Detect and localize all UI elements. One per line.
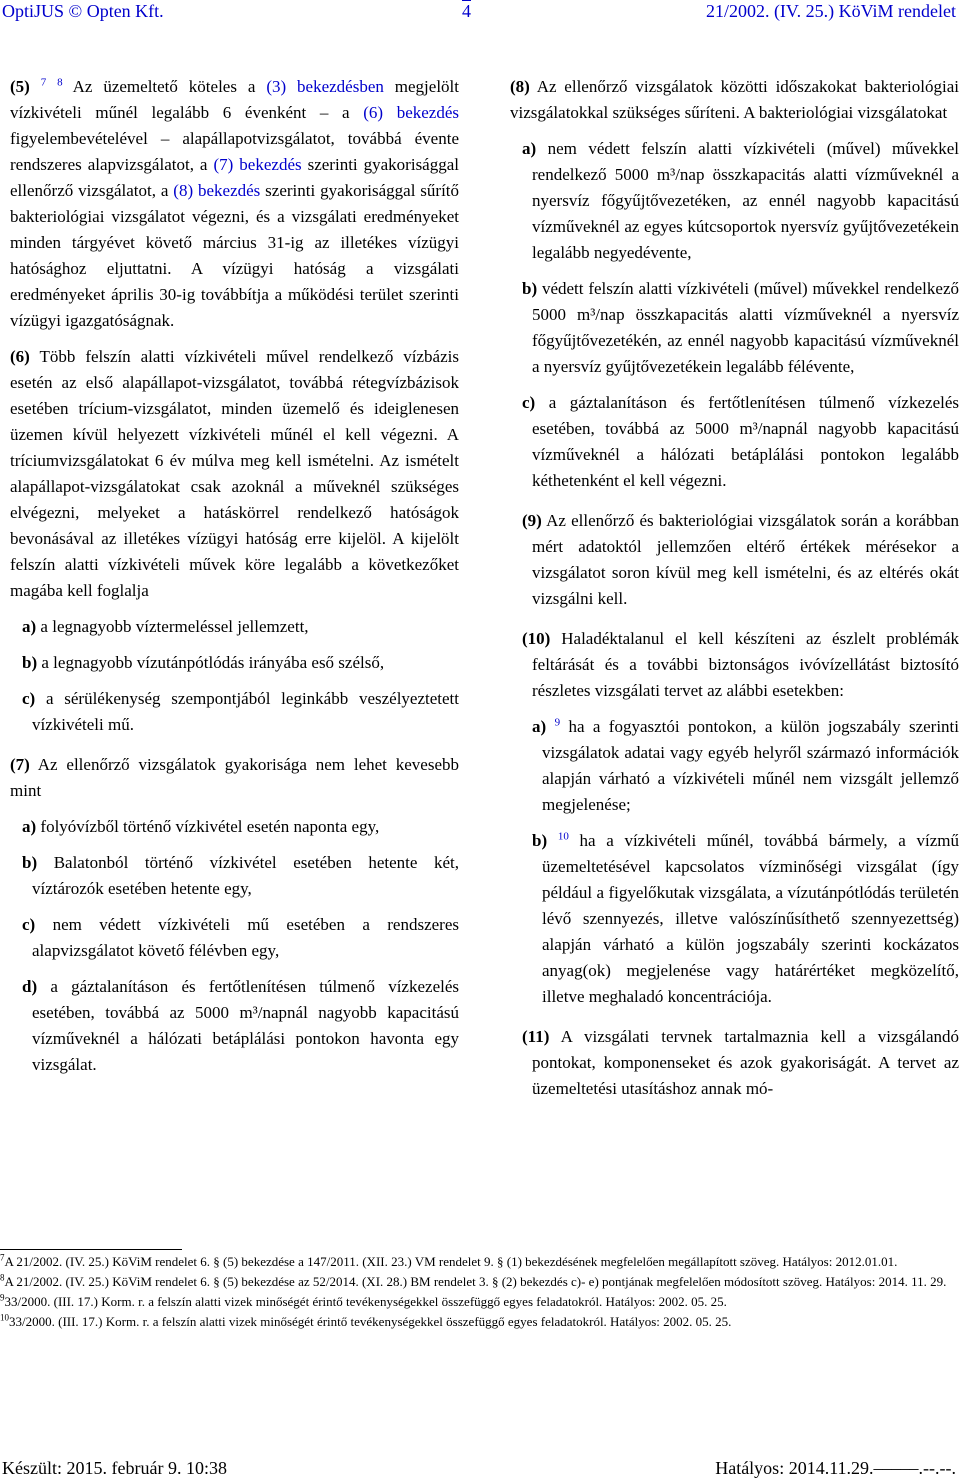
item-label: b) [522,279,538,298]
item-text: védett felszín alatti vízkivételi (művel) művekkel rendelkező 5000 m³/nap összkapacitás alatti vízműveknél a nyersvíz főgyűjtővezetékén, az ennél nagyobb kapacitású vízműveknél a nyersvíz gyűjtővezetékein legalább félévente, [532,279,959,376]
paragraph-text: megjelölt vízkivételi műnél legalább 6 évenként – a [10,77,459,122]
paragraph-text: Haladéktalanul el kell készíteni az észlelt problémák feltárását és a további biztonságos ivóvízellátást biztosító részletes vizsgálati tervet az alábbi esetekben: [532,629,960,700]
paragraph-5 [10,74,459,334]
paragraph-text: szerinti gyakorisággal ellenőrző vizsgálatot, a [10,155,459,200]
item-label: c) [22,915,36,934]
paragraph-text: Az ellenőrző és bakteriológiai vizsgálatok során a korábban mért adatoktól jellemzően eltérő értékek mérésekor a vizsgálatot soron kívül meg kell ismételni, és az eltérés okát vizsgálni kell. [532,511,960,608]
item-text: a sérülékenység szempontjából leginkább veszélyeztetett vízkivételi mű. [32,689,460,734]
crossref-link[interactable]: (8) bekezdés [173,181,261,200]
item-label: d) [22,977,38,996]
footnote-divider [0,1249,182,1250]
footnote-ref[interactable]: 7 [40,76,47,89]
paragraph-number: (7) [10,755,30,774]
item-text: a gáztalanításon és fertőtlenítésen túlmenő vízkezelés esetében, továbbá az 5000 m³/napnál nagyobb kapacitású vízműveknél a hálózati betáplálási pontokon havonta egy vizsgálat. [32,977,459,1074]
paragraph-text: Az üzemeltető köteles a [72,77,267,96]
footnote-number: 9 [0,1292,5,1303]
list-item [22,814,459,840]
item-label: b) [532,831,548,850]
footnote-ref[interactable]: 9 [554,716,561,729]
item-label: a) [22,617,37,636]
paragraph-number: (10) [522,629,551,648]
footnote [0,1272,958,1292]
page-footer [0,1458,960,1484]
footnote-text: 33/2000. (III. 17.) Korm. r. a felszín alatti vizek minőségét érintő tevékenységekkel összefüggő egyes feladatokról. Hatályos: 2002. 05. 25. [9,1314,732,1329]
list-item [22,614,459,640]
list-item [522,390,959,494]
left-column [10,74,459,1088]
footnote [0,1312,958,1332]
paragraph-9 [522,508,959,612]
footnote-text: 33/2000. (III. 17.) Korm. r. a felszín alatti vizek minőségét érintő tevékenységekkel összefüggő egyes feladatokról. Hatályos: 2002. 05. 25. [4,1294,727,1309]
item-text: Balatonból történő vízkivétel esetében hetente két, víztározók esetében hetente egy, [32,853,459,898]
list-item [532,828,959,1010]
paragraph-text: figyelembevételével – alapállapotvizsgálatot, továbbá évente rendszeres alapvizsgálatot, a [10,129,459,174]
paragraph-number: (8) [510,77,530,96]
item-text: ha a vízkivételi műnél, továbbá bármely, a vízmű üzemeltetésével kapcsolatos vízminőségi vizsgálat (így például a figyelőkutak vizsgálata, a vízutánpótlódás területén lévő szennyezés, illetve valószínűsíthető szennyezettség) alapján várható a külön jogszabály szerinti kockázatos anyag(ok) megjelenése vagy határértéket megközelítő, illetve meghaladó koncentrációja. [542,831,960,1006]
list-item [22,974,459,1078]
header-page-number[interactable]: 4 [462,1,471,21]
paragraph-number: (5) [10,77,30,96]
paragraph-10 [522,626,959,704]
paragraph-number: (11) [522,1027,550,1046]
item-text: nem védett vízkivételi mű esetében a rendszeres alapvizsgálatot követő félévben egy, [32,915,459,960]
item-text: a legnagyobb vízutánpótlódás irányába eső szélső, [41,653,385,672]
footnote-text: A 21/2002. (IV. 25.) KöViM rendelet 6. § (5) bekezdése a 147/2011. (XII. 23.) VM rendelet 9. § (1) bekezdésének megfelelően megállapított szöveg. Hatályos: 2012.01.01. [4,1254,898,1269]
paragraph-8 [510,74,959,126]
list-item [22,912,459,964]
footnote [0,1252,958,1272]
item-text: a gáztalanításon és fertőtlenítésen túlmenő vízkezelés esetében, továbbá az 5000 m³/napnál nagyobb kapacitású vízműveknél a hálózati betáplálási pontokon legalább kéthetenként el kell végezni. [532,393,959,490]
footnotes [0,1252,958,1332]
footnote [0,1292,958,1312]
footnote-ref[interactable]: 8 [57,76,63,89]
footer-effective-date: Hatályos: 2014.11.29.–––––.--.--. [715,1458,956,1478]
page-header [0,0,960,28]
item-text: a legnagyobb víztermeléssel jellemzett, [40,617,309,636]
paragraph-11 [522,1024,959,1102]
item-text: nem védett felszín alatti vízkivételi (művel) művekkel rendelkező 5000 m³/nap összkapacitás alatti vízműveknél a nyersvíz főgyűjtővezetéken, az ennél nagyobb kapacitású vízműveknél az egyes kútcsoportok nyersvíz gyűjtővezetékein legalább negyedévente, [532,139,959,262]
item-label: a) [532,717,547,736]
paragraph-text: Több felszín alatti vízkivételi művel rendelkező vízbázis esetén az első alapállapot-vizsgálatot, továbbá rétegvízbázisok esetében trícium-vizsgálatot, minden üzemelő és ideiglenesen üzemen kívül helyezett vízkivételi műnél el kell végezni. A tríciumvizsgálatokat 6 év múlva meg kell ismételni. Az ismételt alapállapot-vizsgálatokat csak azoknál a műveknél szükséges elvégezni, melyeket a hatáskörrel rendelkező hatóságok bevonásával az illetékes vízügyi hatóság erre kijelöl. A kijelölt felszín alatti vízkivételi művek köre legalább a következőket magába kell foglalja [10,347,459,600]
item-label: c) [522,393,536,412]
paragraph-text: A vizsgálati tervnek tartalmaznia kell a vizsgálandó pontokat, komponenseket és azok gyakoriságát. A tervet az üzemeltetési utasításhoz annak mó- [532,1027,959,1098]
list-item [532,714,959,818]
paragraph-number: (9) [522,511,542,530]
footnote-number: 7 [0,1252,5,1263]
footnote-number: 10 [0,1312,9,1323]
list-item [22,686,459,738]
header-document-title[interactable]: 21/2002. (IV. 25.) KöViM rendelet [705,1,956,21]
paragraph-text: Az ellenőrző vizsgálatok gyakorisága nem lehet kevesebb mint [10,755,460,800]
right-column [510,74,959,1112]
footnote-number: 8 [0,1272,5,1283]
footnote-ref[interactable]: 10 [557,830,569,843]
item-label: c) [22,689,36,708]
item-text: ha a fogyasztói pontokon, a külön jogszabály szerinti vizsgálatok adatai vagy egyéb helyről származó információk alapján várható a vízkivételi műnél nem vizsgált jellemző megjelenése; [542,717,960,814]
item-label: b) [22,653,38,672]
list-item [522,276,959,380]
crossref-link[interactable]: (3) bekezdésben [266,77,384,96]
footnote-text: A 21/2002. (IV. 25.) KöViM rendelet 6. § (5) bekezdése az 52/2014. (XI. 28.) BM rendelet 3. § (2) bekezdés c)- e) pontjának megfelelően módosított szöveg. Hatályos: 2014. 11. 29. [4,1274,947,1289]
list-item [522,136,959,266]
item-text: folyóvízből történő vízkivétel esetén naponta egy, [40,817,380,836]
crossref-link[interactable]: (7) bekezdés [213,155,302,174]
list-item [22,650,459,676]
paragraph-text: Az ellenőrző vizsgálatok közötti időszakokat bakteriológiai vizsgálatokkal szükséges sűríteni. A bakteriológiai vizsgálatokat [510,77,959,122]
crossref-link[interactable]: (6) bekezdés [363,103,459,122]
item-label: a) [22,817,37,836]
list-item [22,850,459,902]
paragraph-number: (6) [10,347,30,366]
item-label: b) [22,853,38,872]
item-label: a) [522,139,537,158]
header-publisher[interactable]: OptiJUS © Opten Kft. [2,1,164,21]
paragraph-text: szerinti gyakorisággal sűrítő bakteriológiai vizsgálatot végezni, és a vizsgálati eredményeket minden tárgyévet követő március 31-ig az illetékes vízügyi hatósághoz eljuttatni. A vízügyi hatóság a vizsgálati eredményeket április 30-ig továbbítja a működési terület szerinti vízügyi igazgatóságnak. [10,181,460,330]
footer-created-date: Készült: 2015. február 9. 10:38 [2,1458,227,1478]
paragraph-7 [10,752,459,804]
paragraph-6 [10,344,459,604]
